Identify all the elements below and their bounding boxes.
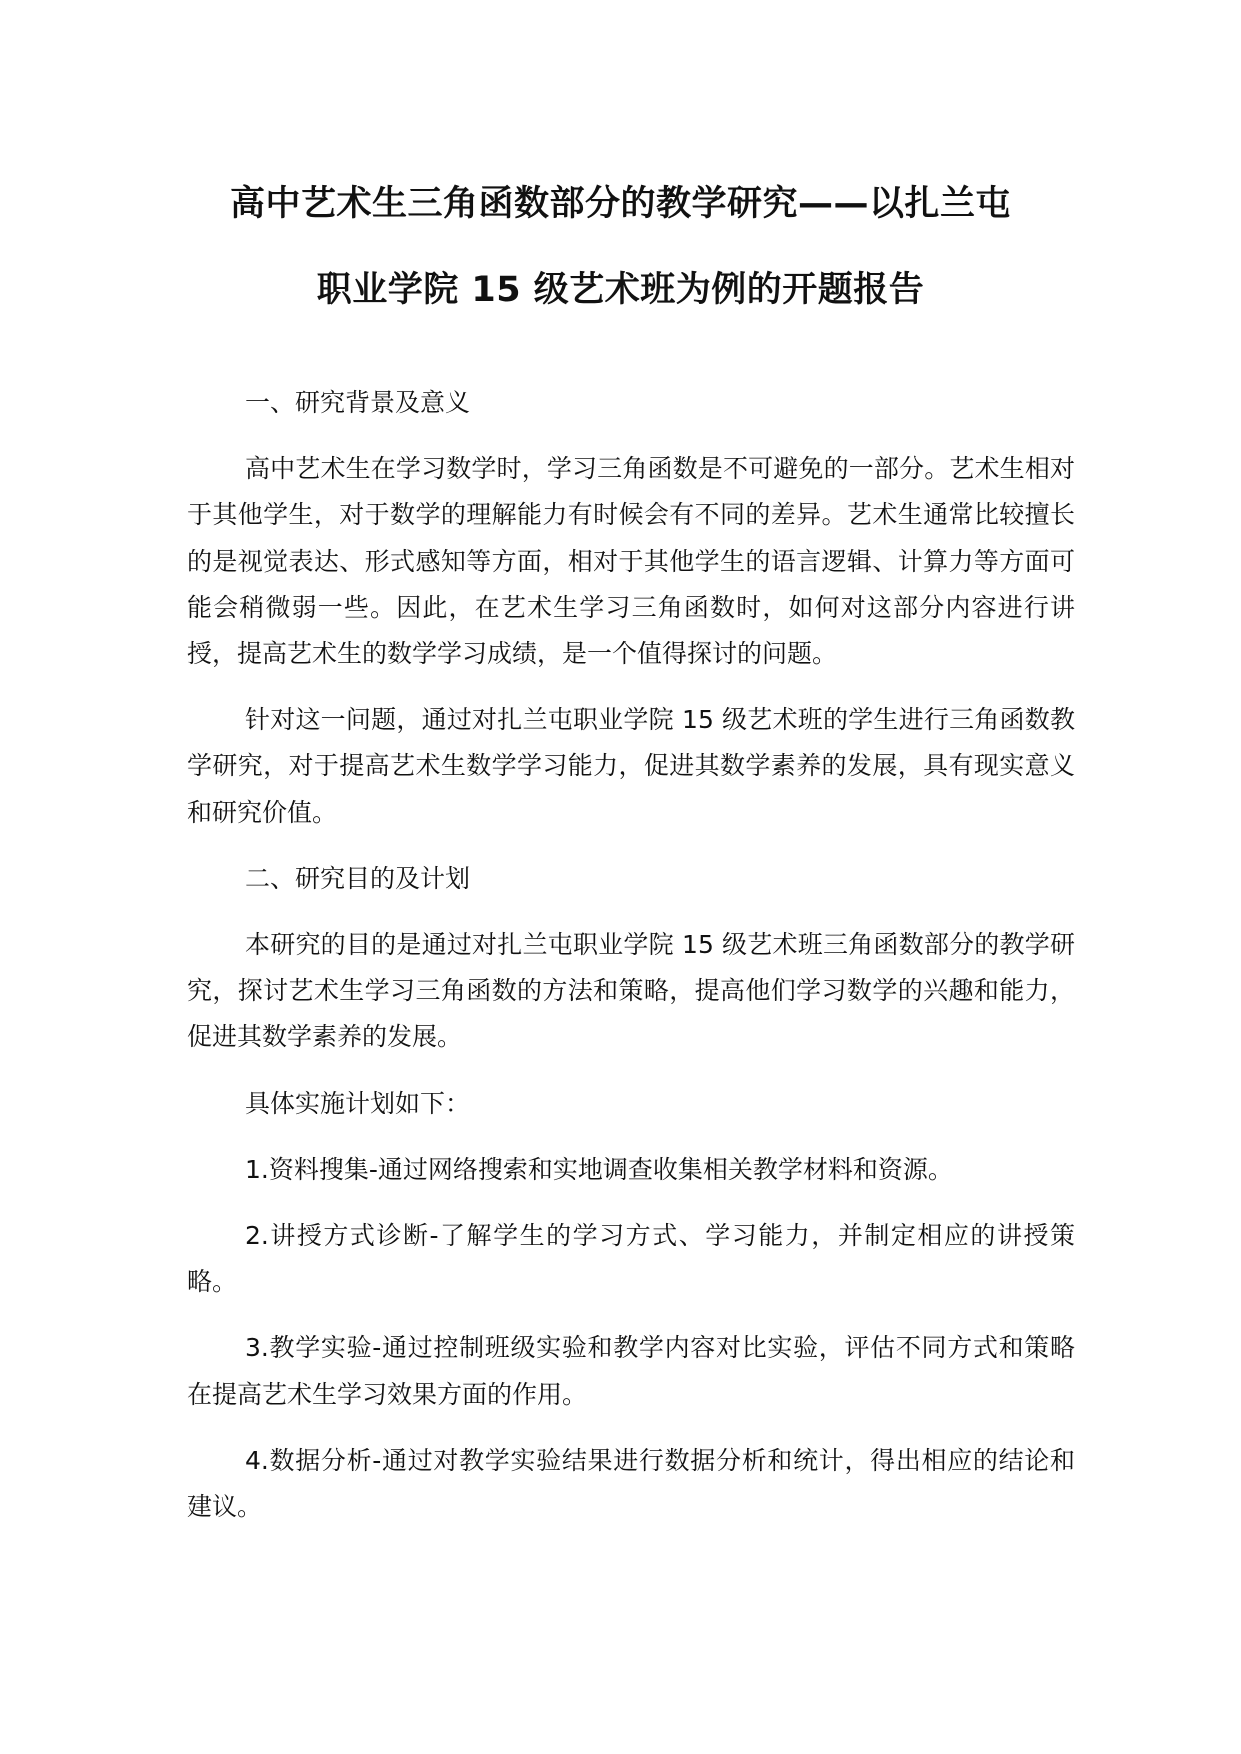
section-heading-purpose: 二、研究目的及计划: [245, 863, 471, 893]
paragraph-background-1: 高中艺术生在学习数学时，学习三角函数是不可避免的一部分。艺术生相对于其他学生，对于数学的理解能力有时候会有不同的差异。艺术生通常比较擅长的是视觉表达、形式感知等方面，相对于其他学生的语言逻辑、计算力等方面可能会稍微弱一些。因此，在艺术生学习三角函数时，如何对这部分内容进行讲授，提高艺术生的数学学习成绩，是一个值得探讨的问题。: [187, 454, 1075, 669]
plan-item-2: 2.讲授方式诊断-了解学生的学习方式、学习能力，并制定相应的讲授策略。: [187, 1221, 1075, 1297]
plan-item-3: 3.教学实验-通过控制班级实验和教学内容对比实验，评估不同方式和策略在提高艺术生学习效果方面的作用。: [187, 1333, 1075, 1409]
plan-item-1: 1.资料搜集-通过网络搜索和实地调查收集相关教学材料和资源。: [245, 1154, 953, 1184]
section-heading-background: 一、研究背景及意义: [245, 388, 471, 417]
document-title-line-2: 职业学院 15 级艺术班为例的开题报告: [316, 270, 925, 310]
document-title-line-1: 高中艺术生三角函数部分的教学研究——以扎兰屯: [229, 184, 1011, 224]
document-body: [187, 380, 1075, 1530]
paragraph-plan-intro: 具体实施计划如下：: [245, 1088, 471, 1118]
paragraph-background-2: 针对这一问题，通过对扎兰屯职业学院 15 级艺术班的学生进行三角函数教学研究，对于提高艺术生数学学习能力，促进其数学素养的发展，具有现实意义和研究价值。: [187, 705, 1075, 827]
plan-item-4: 4.数据分析-通过对教学实验结果进行数据分析和统计，得出相应的结论和建议。: [187, 1445, 1075, 1522]
paragraph-purpose: 本研究的目的是通过对扎兰屯职业学院 15 级艺术班三角函数部分的教学研究，探讨艺术生学习三角函数的方法和策略，提高他们学习数学的兴趣和能力，促进其数学素养的发展。: [187, 930, 1075, 1052]
